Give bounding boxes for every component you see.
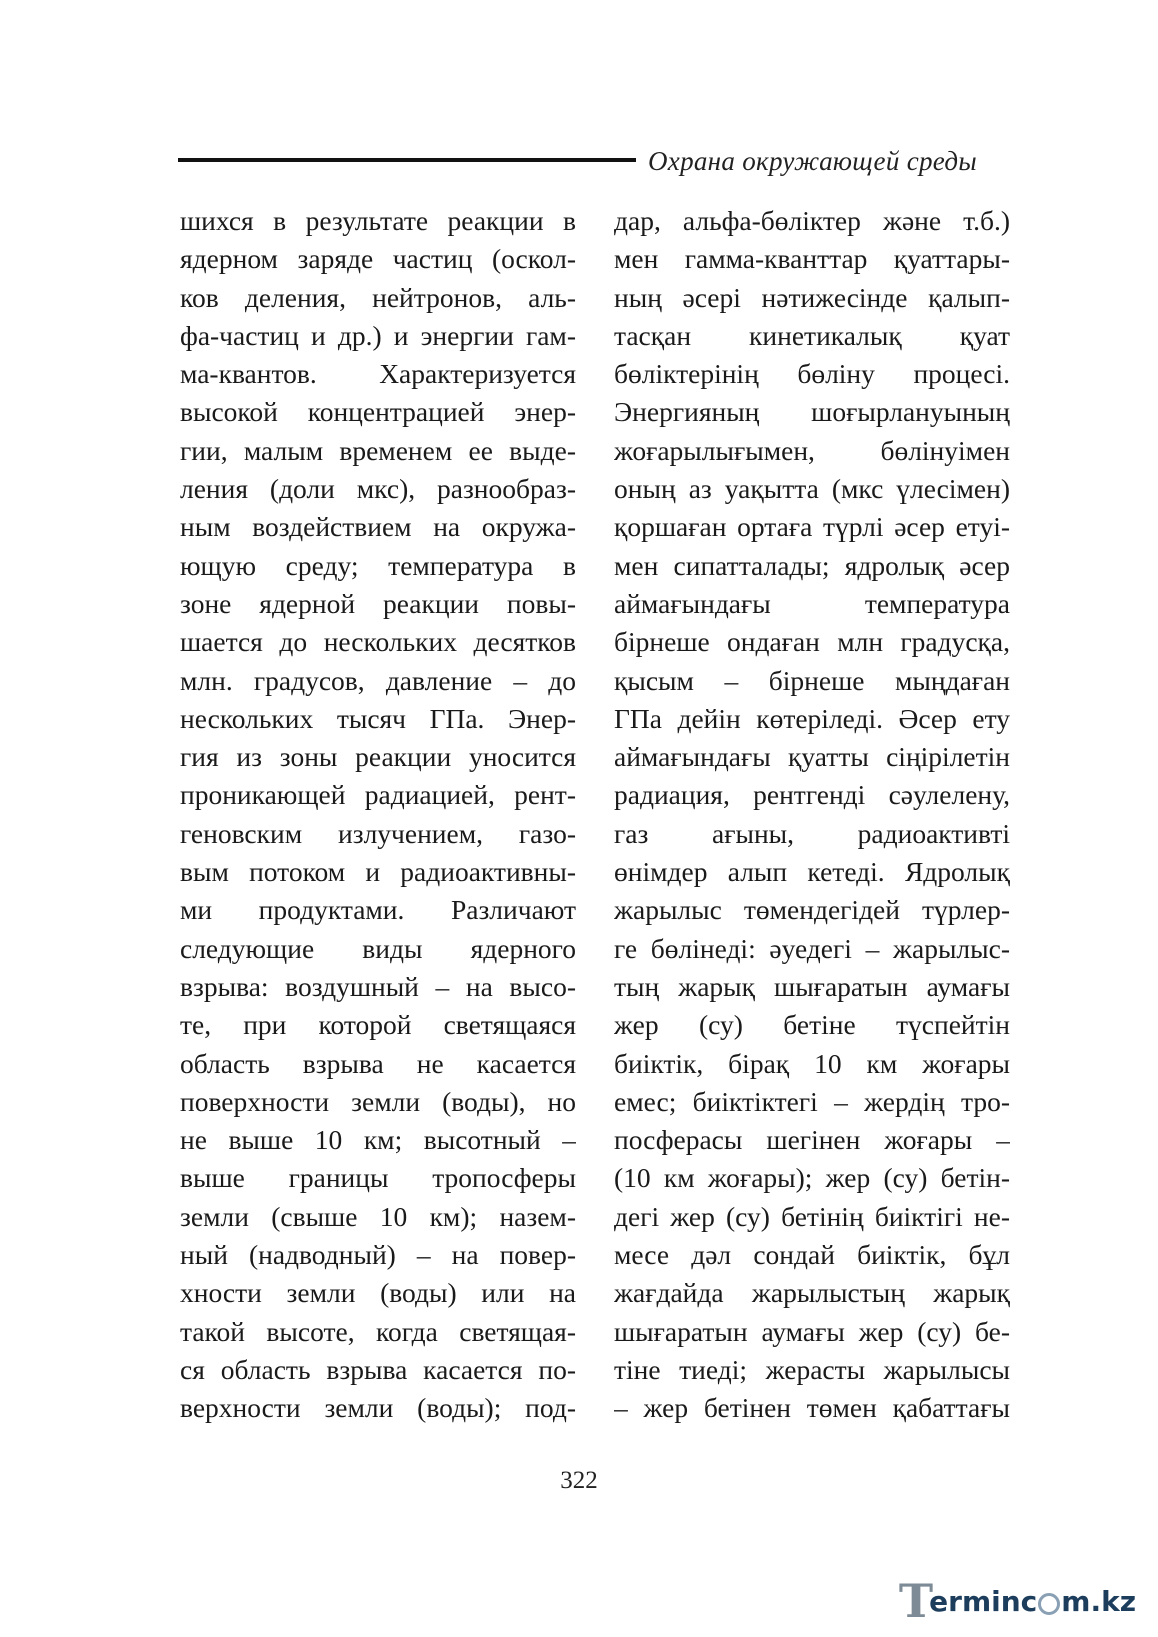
text-line: ми продуктами. Различают: [180, 894, 576, 926]
text-line: қоршаған ортаға түрлi әсер етуi-: [614, 511, 1010, 543]
text-line: область взрыва не касается: [180, 1047, 576, 1079]
header-rule: [178, 158, 636, 162]
text-line: радиация, рентгендi сәулелену,: [614, 779, 1010, 811]
page-number: 322: [560, 1467, 598, 1494]
site-watermark-logo[interactable]: [898, 1574, 1136, 1628]
text-line: гии, малым временем ее выде-: [180, 434, 576, 466]
text-line: газ ағыны, радиоактивтi: [614, 817, 1010, 849]
text-line: жағдайда жарылыстың жарық: [614, 1277, 1010, 1309]
text-line: верхности земли (воды); под-: [180, 1392, 576, 1424]
text-line: геновским излучением, газо-: [180, 817, 576, 849]
text-line: оның аз уақытта (мкс үлесiмен): [614, 473, 1010, 505]
text-line: гия из зоны реакции уносится: [180, 741, 576, 773]
text-line: бiрнеше ондаған млн градусқа,: [614, 626, 1010, 658]
text-line: ге бөлiнедi: әуедегi – жарылыс-: [614, 932, 1010, 964]
text-line: зоне ядерной реакции повы-: [180, 587, 576, 619]
watermark-text-part: erminc: [929, 1584, 1038, 1618]
right-text-column: [614, 202, 1010, 1428]
text-line: вым потоком и радиоактивны-: [180, 856, 576, 888]
text-line: мен сипатталады; ядролық әсер: [614, 549, 1010, 581]
running-title: Охрана окружающей среды: [648, 146, 977, 176]
text-line: следующие виды ядерного: [180, 932, 576, 964]
text-line: ющую среду; температура в: [180, 549, 576, 581]
text-line: тiне тиедi; жерасты жарылысы: [614, 1353, 1010, 1385]
text-line: тасқан кинетикалық қуат: [614, 319, 1010, 351]
watermark-text-part: m.kz: [1061, 1584, 1136, 1618]
text-line: месе дәл сондай биiктiк, бұл: [614, 1239, 1010, 1271]
text-line: дегi жер (су) бетiнiң биiктiгi не-: [614, 1200, 1010, 1232]
text-line: шихся в результате реакции в: [180, 205, 576, 236]
text-line: ма-квантов. Характеризуется: [180, 358, 576, 390]
text-line: хности земли (воды) или на: [180, 1277, 576, 1309]
text-line: емес; биiктiктегi – жердiң тро-: [614, 1085, 1010, 1117]
text-line: биiктiк, бiрақ 10 км жоғары: [614, 1047, 1010, 1079]
text-line: выше границы тропосферы: [180, 1162, 576, 1194]
text-line: тың жарық шығаратын аумағы: [614, 970, 1010, 1002]
text-line: фа-частиц и др.) и энергии гам-: [180, 319, 576, 351]
text-line: ГПа дейiн көтерiледi. Әсер ету: [614, 702, 1010, 734]
watermark-t-glyph: T: [898, 1574, 934, 1628]
text-line: аймағындағы қуатты сiңiрiлетiн: [614, 741, 1010, 773]
text-line: проникающей радиацией, рент-: [180, 779, 576, 811]
text-line: қысым – бiрнеше мыңдаған: [614, 664, 1010, 696]
text-line: такой высоте, когда светящая-: [180, 1315, 576, 1347]
text-line: ядерном заряде частиц (оскол-: [180, 243, 576, 275]
left-text-column: [180, 202, 576, 1428]
text-line: өнiмдер алып кетедi. Ядролық: [614, 856, 1010, 888]
text-line: нескольких тысяч ГПа. Энер-: [180, 702, 576, 734]
text-line: ның әсерi нәтижесiнде қалып-: [614, 281, 1010, 313]
text-line: шығаратын аумағы жер (су) бе-: [614, 1315, 1010, 1347]
text-line: высокой концентрацией энер-: [180, 396, 576, 428]
text-line: ся область взрыва касается по-: [180, 1353, 576, 1385]
text-line: жоғарылығымен, бөлiнуiмен: [614, 434, 1010, 466]
text-line: дар, альфа-бөлiктер және т.б.): [614, 205, 1010, 236]
text-line: мен гамма-кванттар қуаттары-: [614, 243, 1010, 275]
text-line: ления (доли мкс), разнообраз-: [180, 473, 576, 505]
text-line: те, при которой светящаяся: [180, 1009, 576, 1041]
watermark-o-circle-icon: [1038, 1593, 1060, 1615]
text-line: посферасы шегiнен жоғары –: [614, 1124, 1010, 1156]
text-line: бөлiктерiнiң бөлiну процесi.: [614, 358, 1010, 390]
text-line: жарылыс төмендегiдей түрлер-: [614, 894, 1010, 926]
text-line: (10 км жоғары); жер (су) бетiн-: [614, 1162, 1010, 1194]
text-line: ным воздействием на окружа-: [180, 511, 576, 543]
text-line: аймағындағы температура: [614, 587, 1010, 619]
text-line: ный (надводный) – на повер-: [180, 1239, 576, 1271]
text-line: не выше 10 км; высотный –: [180, 1124, 576, 1156]
text-line: поверхности земли (воды), но: [180, 1085, 576, 1117]
text-line: шается до нескольких десятков: [180, 626, 576, 658]
text-line: жер (су) бетiне түспейтiн: [614, 1009, 1010, 1041]
text-line: взрыва: воздушный – на высо-: [180, 970, 576, 1002]
text-line: – жер бетiнен төмен қабаттағы: [614, 1392, 1010, 1424]
text-line: Энергияның шоғырлануының: [614, 396, 1010, 428]
text-line: ков деления, нейтронов, аль-: [180, 281, 576, 313]
text-line: млн. градусов, давление – до: [180, 664, 576, 696]
text-line: земли (свыше 10 км); назем-: [180, 1200, 576, 1232]
